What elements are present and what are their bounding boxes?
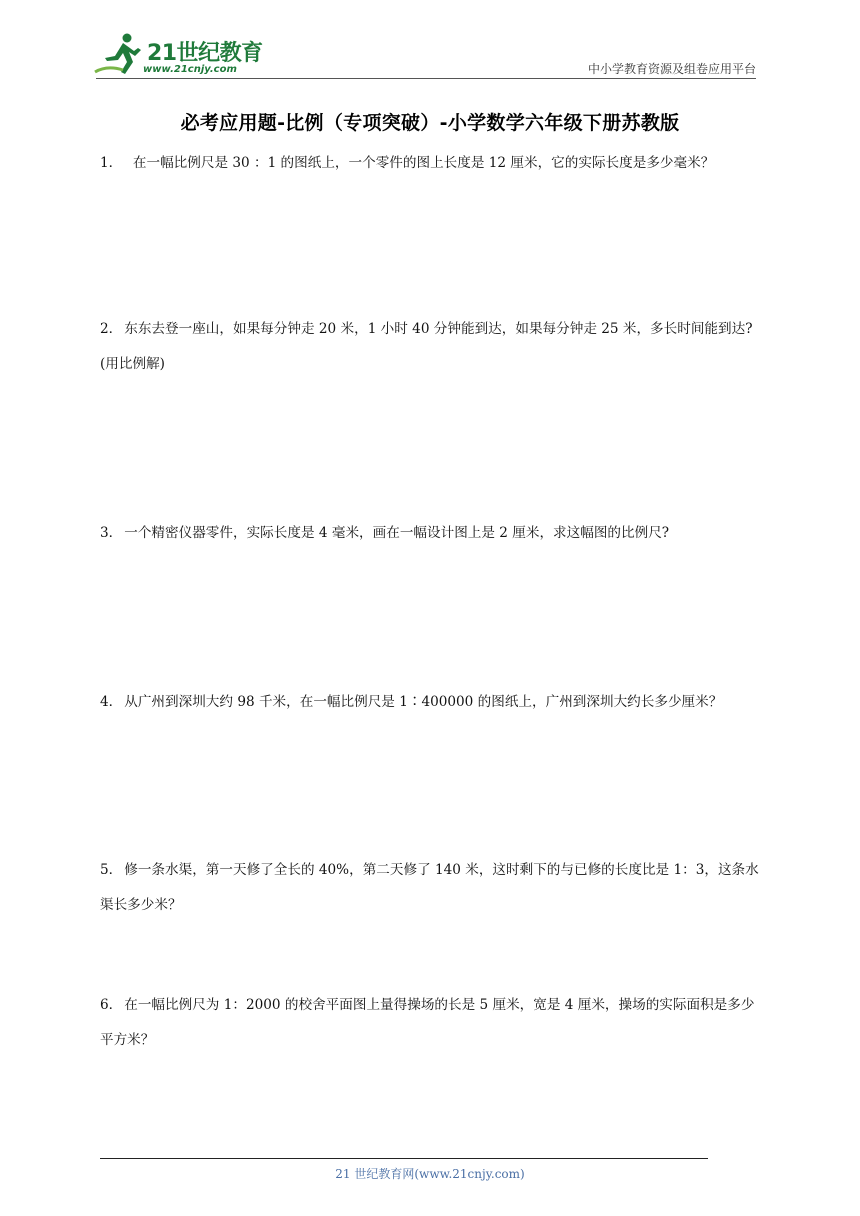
footer-divider — [100, 1158, 708, 1159]
question-number: 4． — [100, 694, 123, 710]
question-text: 在一幅比例尺为 1：2000 的校舍平面图上量得操场的长是 5 厘米，宽是 4 厘米，操场的实际面积是多少平方米？ — [100, 997, 755, 1048]
question-number: 3． — [100, 525, 123, 541]
question-number: 2． — [100, 321, 123, 337]
question-number: 1． — [100, 155, 123, 171]
question-6 — [100, 988, 762, 1058]
question-number: 5． — [100, 862, 123, 878]
question-number: 6． — [100, 997, 123, 1013]
question-text: 修一条水渠，第一天修了全长的 40%，第二天修了 140 米，这时剩下的与已修的长度比是 1：3，这条水渠长多少米？ — [100, 862, 759, 913]
question-4 — [100, 685, 762, 720]
page-header — [0, 0, 860, 80]
header-divider — [96, 78, 756, 79]
logo-text: 21世纪教育 — [147, 41, 263, 66]
question-text: 一个精密仪器零件，实际长度是 4 毫米，画在一幅设计图上是 2 厘米，求这幅图的比例尺? — [124, 525, 670, 541]
question-3 — [100, 516, 762, 551]
question-text: 在一幅比例尺是 30 ：1 的图纸上，一个零件的图上长度是 12 厘米，它的实际长度是多少毫米？ — [124, 155, 715, 171]
question-text: 东东去登一座山，如果每分钟走 20 米，1 小时 40 分钟能到达，如果每分钟走 25 米，多长时间能到达? (用比例解) — [100, 321, 753, 372]
document-title: 必考应用题-比例（专项突破）-小学数学六年级下册苏教版 — [180, 112, 680, 134]
question-text: 从广州到深圳大约 98 千米，在一幅比例尺是 1∶400000 的图纸上，广州到深圳大约长多少厘米？ — [124, 694, 723, 710]
question-5 — [100, 853, 762, 923]
question-2 — [100, 312, 762, 382]
question-1 — [100, 146, 762, 181]
site-logo[interactable] — [93, 32, 263, 80]
header-tagline: 中小学教育资源及组卷应用平台 — [587, 62, 756, 76]
logo-url: www.21cnjy.com — [143, 64, 237, 75]
footer-link[interactable]: 21 世纪教育网(www.21cnjy.com) — [335, 1167, 525, 1181]
runner-logo-icon — [93, 32, 145, 76]
